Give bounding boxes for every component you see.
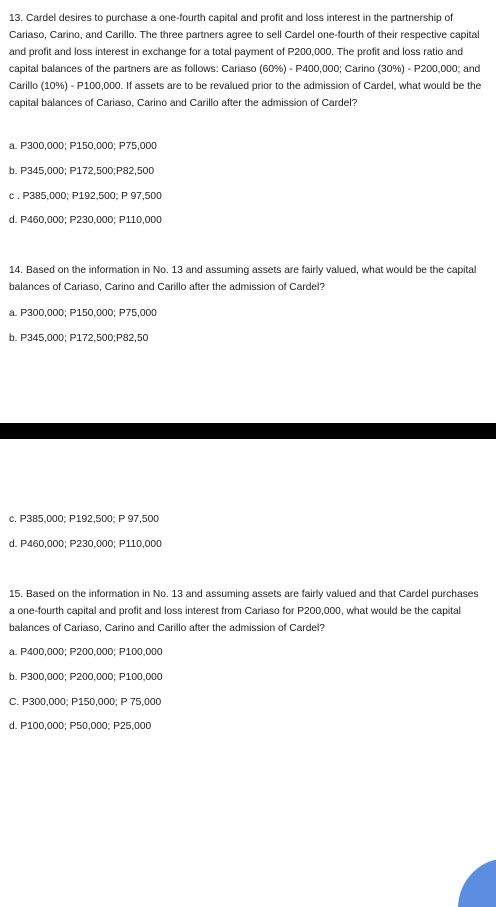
question-14-option-d: d. P460,000; P230,000; P110,000 [9, 539, 162, 550]
question-13-option-a: a. P300,000; P150,000; P75,000 [9, 141, 157, 152]
question-13 [9, 10, 485, 112]
question-13-option-c: c . P385,000; P192,500; P 97,500 [9, 191, 162, 202]
question-15 [9, 586, 485, 637]
question-13-option-b: b. P345,000; P172,500;P82,500 [9, 166, 155, 177]
question-15-text: 15. Based on the information in No. 13 and assuming assets are fairly valued and that Cardel purchases a one-fourth capital and profit and loss interest from Cariaso for P200,000, what would be the capital balances of Cariaso, Carino and Carillo after the admission of Cardel? [9, 589, 479, 634]
question-14-option-c: c. P385,000; P192,500; P 97,500 [9, 514, 159, 525]
question-14-text: 14. Based on the information in No. 13 and assuming assets are fairly valued, what would be the capital balances of Cariaso, Carino and Carillo after the admission of Cardel? [9, 265, 477, 293]
question-14 [9, 262, 485, 296]
floating-action-button[interactable] [458, 858, 496, 907]
question-13-option-d: d. P460,000; P230,000; P110,000 [9, 215, 162, 226]
question-15-option-b: b. P300,000; P200,000; P100,000 [9, 672, 163, 683]
question-14-option-b: b. P345,000; P172,500;P82,50 [9, 333, 149, 344]
question-15-option-d: d. P100,000; P50,000; P25,000 [9, 721, 152, 732]
question-13-text: 13. Cardel desires to purchase a one-fourth capital and profit and loss interest in the partnership of Cariaso, Carino, and Carillo. The three partners agree to sell Cardel one-fourth of their respective capital and profit and loss interest in exchange for a total payment of P200,000. The profit and loss ratio and capital balances of the partners are as follows: Cariaso (60%) - P400,000; Carino (30%) - P200,000; and Carillo (10%) - P100,000. If assets are to be revalued prior to the admission of Cardel, what would be the capital balances of Cariaso, Carino and Carillo after the admission of Cardel? [9, 13, 482, 109]
question-14-option-a: a. P300,000; P150,000; P75,000 [9, 308, 157, 319]
question-15-option-c: C. P300,000; P150,000; P 75,000 [9, 697, 162, 708]
question-15-option-a: a. P400,000; P200,000; P100,000 [9, 647, 163, 658]
page-divider-bar [0, 423, 496, 439]
